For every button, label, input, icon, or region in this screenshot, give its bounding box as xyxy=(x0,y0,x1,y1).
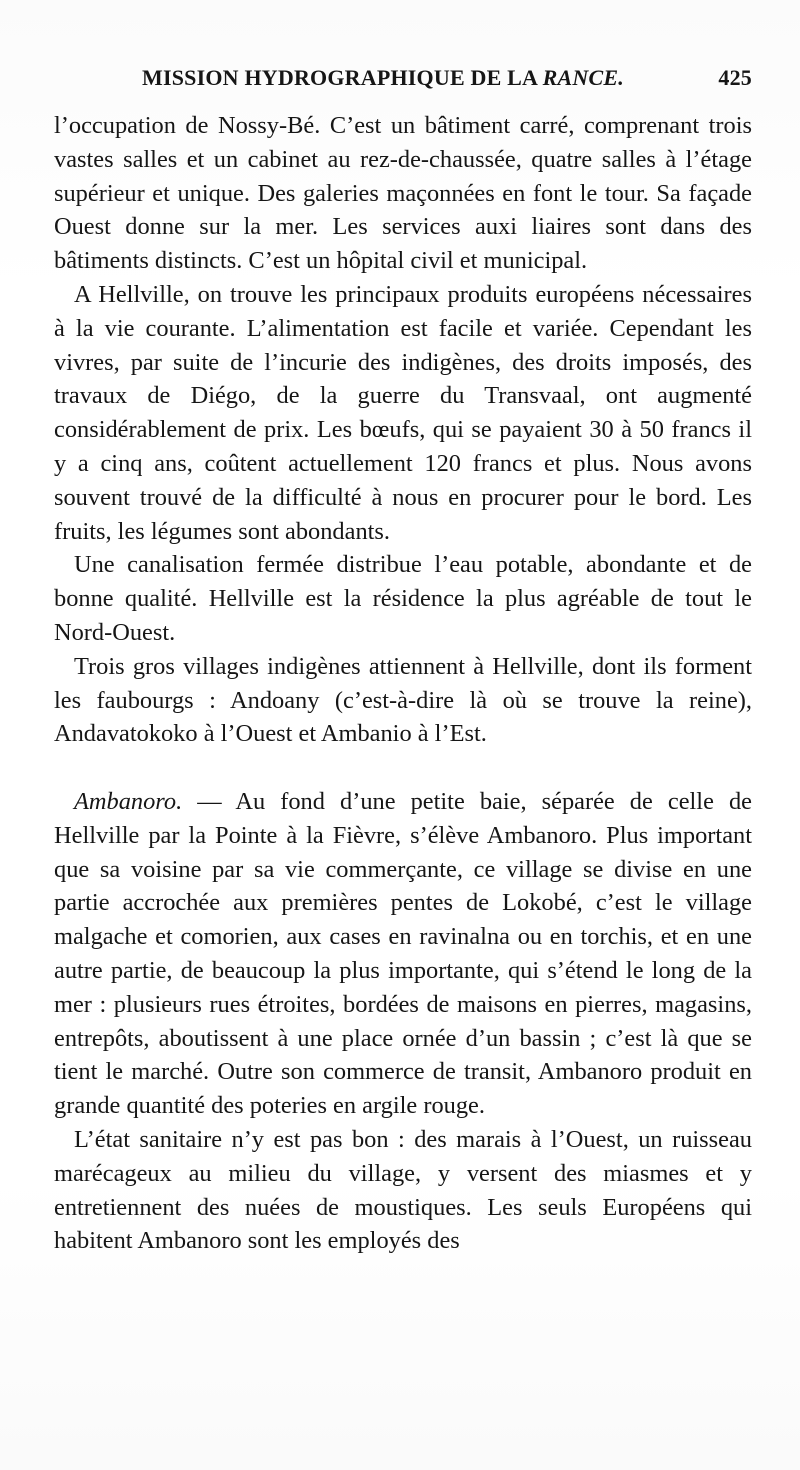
running-title-italic: RANCE. xyxy=(542,65,624,90)
page-number: 425 xyxy=(718,65,752,90)
running-title-prefix: MISSION HYDROGRAPHIQUE DE LA xyxy=(142,65,543,90)
section-title-ambanoro: Ambanoro. xyxy=(74,787,183,815)
paragraph-hospital-continued: l’occupation de Nossy-Bé. C’est un bâtiment carré, comprenant trois vastes salles et un cabinet au rez-de-chaussée, quatre salles à l’étage supérieur et unique. Des galeries maçonnées en font le tour. Sa façade Ouest donne sur la mer. Les services auxi liaires sont dans des bâtiments distincts. C’est un hôpital civil et municipal. xyxy=(54,112,752,275)
body-text xyxy=(54,109,752,1258)
paragraph-sanitary-state: L’état sanitaire n’y est pas bon : des marais à l’Ouest, un ruisseau marécageux au milieu du village, y versent des miasmes et y entretiennent des nuées de moustiques. Les seuls Européens qui habitent Ambanoro sont les employés des xyxy=(54,1125,752,1255)
paragraph-ambanoro xyxy=(54,785,752,1123)
paragraph-villages: Trois gros villages indigènes attiennent à Hellville, dont ils forment les faubourgs : Andoany (c’est-à-dire là où se trouve la reine), Andavatokoko à l’Ouest et Ambanio à l’Est. xyxy=(54,652,752,748)
running-title xyxy=(142,63,624,93)
running-header xyxy=(142,63,752,93)
paragraph-water-supply: Une canalisation fermée distribue l’eau potable, abondante et de bonne qualité. Hellville est la résidence la plus agréable de tout le Nord-Ouest. xyxy=(54,551,752,646)
paragraph-ambanoro-text: — Au fond d’une petite baie, séparée de celle de Hellville par la Pointe à la Fièvre, s’élève Ambanoro. Plus important que sa voisine par sa vie commerçante, ce village se divise en une partie accrochée aux premières pentes de Lokobé, c’est le village malgache et comorien, aux cases en ravinalna ou en torchis, et en une autre partie, de beaucoup la plus importante, qui s’étend le long de la mer : plusieurs rues étroites, bordées de maisons en pierres, magasins, entrepôts, aboutissent à une place ornée d’un bassin ; c’est là que se tient le marché. Outre son commerce de transit, Ambanoro produit en grande quantité des poteries en argile rouge. xyxy=(54,787,752,1120)
paragraph-provisions: A Hellville, on trouve les principaux produits européens nécessaires à la vie courante. L’alimentation est facile et variée. Cependant les vivres, par suite de l’incurie des indigènes, des droits imposés, des travaux de Diégo, de la guerre du Transvaal, ont augmenté considérablement de prix. Les bœufs, qui se payaient 30 à 50 francs il y a cinq ans, coûtent actuellement 120 francs et plus. Nous avons souvent trouvé de la difficulté à nous en procurer pour le bord. Les fruits, les légumes sont abondants. xyxy=(54,280,752,545)
